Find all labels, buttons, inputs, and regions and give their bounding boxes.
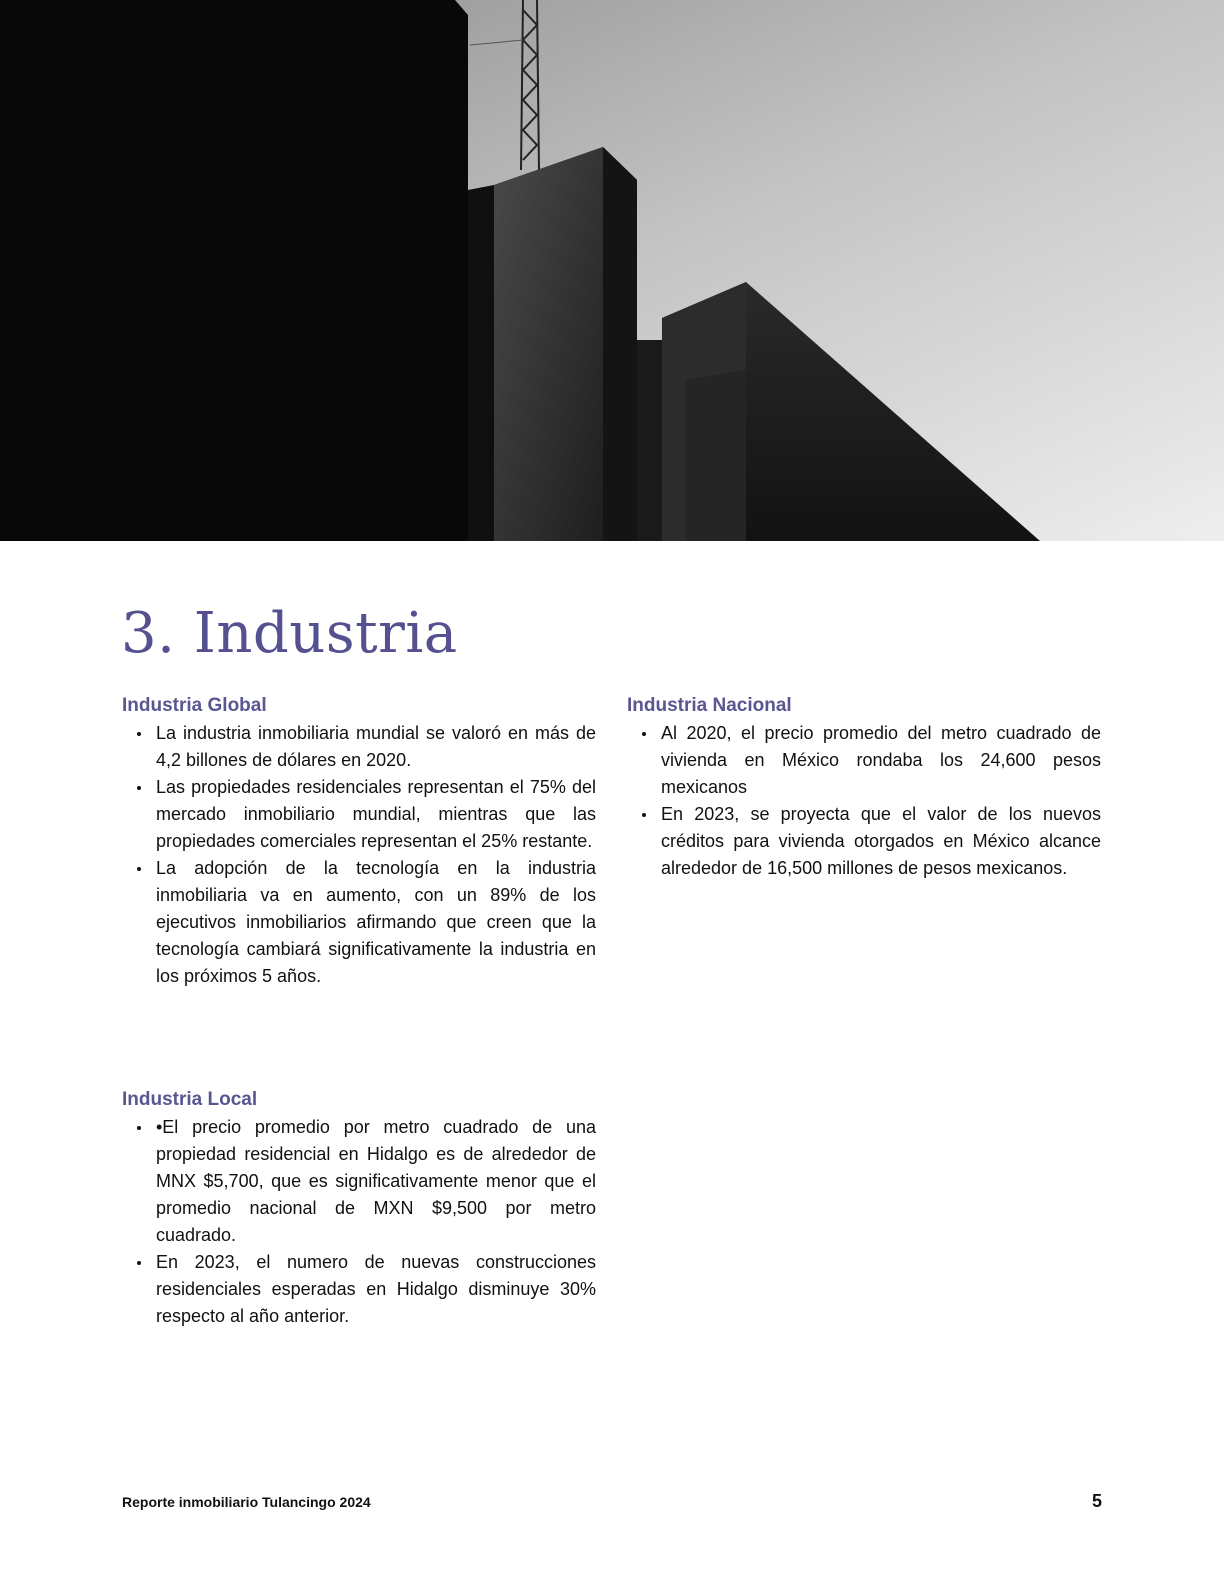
list-item: Al 2020, el precio promedio del metro cuadrado de vivienda en México rondaba los 24,600 pesos mexicanos	[627, 720, 1101, 801]
section-heading: Industria Local	[122, 1089, 258, 1110]
bullet-list	[627, 720, 1101, 882]
bullet-list	[122, 720, 596, 990]
section-industria-global	[122, 693, 596, 990]
list-item: En 2023, el numero de nuevas construcciones residenciales esperadas en Hidalgo disminuye 30% respecto al año anterior.	[122, 1249, 596, 1330]
section-heading: Industria Nacional	[627, 695, 792, 716]
list-item: Las propiedades residenciales representan el 75% del mercado inmobiliario mundial, mientras que las propiedades comerciales representan el 25% restante.	[122, 774, 596, 855]
footer-report-title: Reporte inmobiliario Tulancingo 2024	[122, 1494, 371, 1510]
buildings-silhouette-image	[0, 0, 1224, 541]
list-item: La adopción de la tecnología en la industria inmobiliaria va en aumento, con un 89% de los ejecutivos inmobiliarios afirmando que creen que la tecnología cambiará significativamente la industria en los próximos 5 años.	[122, 855, 596, 990]
page-title: 3. Industria	[121, 601, 458, 666]
page-number: 5	[1091, 1491, 1102, 1511]
bullet-list	[122, 1114, 596, 1330]
list-item: En 2023, se proyecta que el valor de los nuevos créditos para vivienda otorgados en México alcance alrededor de 16,500 millones de pesos mexicanos.	[627, 801, 1101, 882]
list-item: •El precio promedio por metro cuadrado de una propiedad residencial en Hidalgo es de alrededor de MNX $5,700, que es significativamente menor que el promedio nacional de MXN $9,500 por metro cuadrado.	[122, 1114, 596, 1249]
section-heading: Industria Global	[122, 695, 267, 716]
cover-photo-buildings	[0, 0, 1224, 541]
section-industria-local	[122, 1087, 596, 1330]
section-industria-nacional	[627, 693, 1101, 882]
list-item: La industria inmobiliaria mundial se valoró en más de 4,2 billones de dólares en 2020.	[122, 720, 596, 774]
